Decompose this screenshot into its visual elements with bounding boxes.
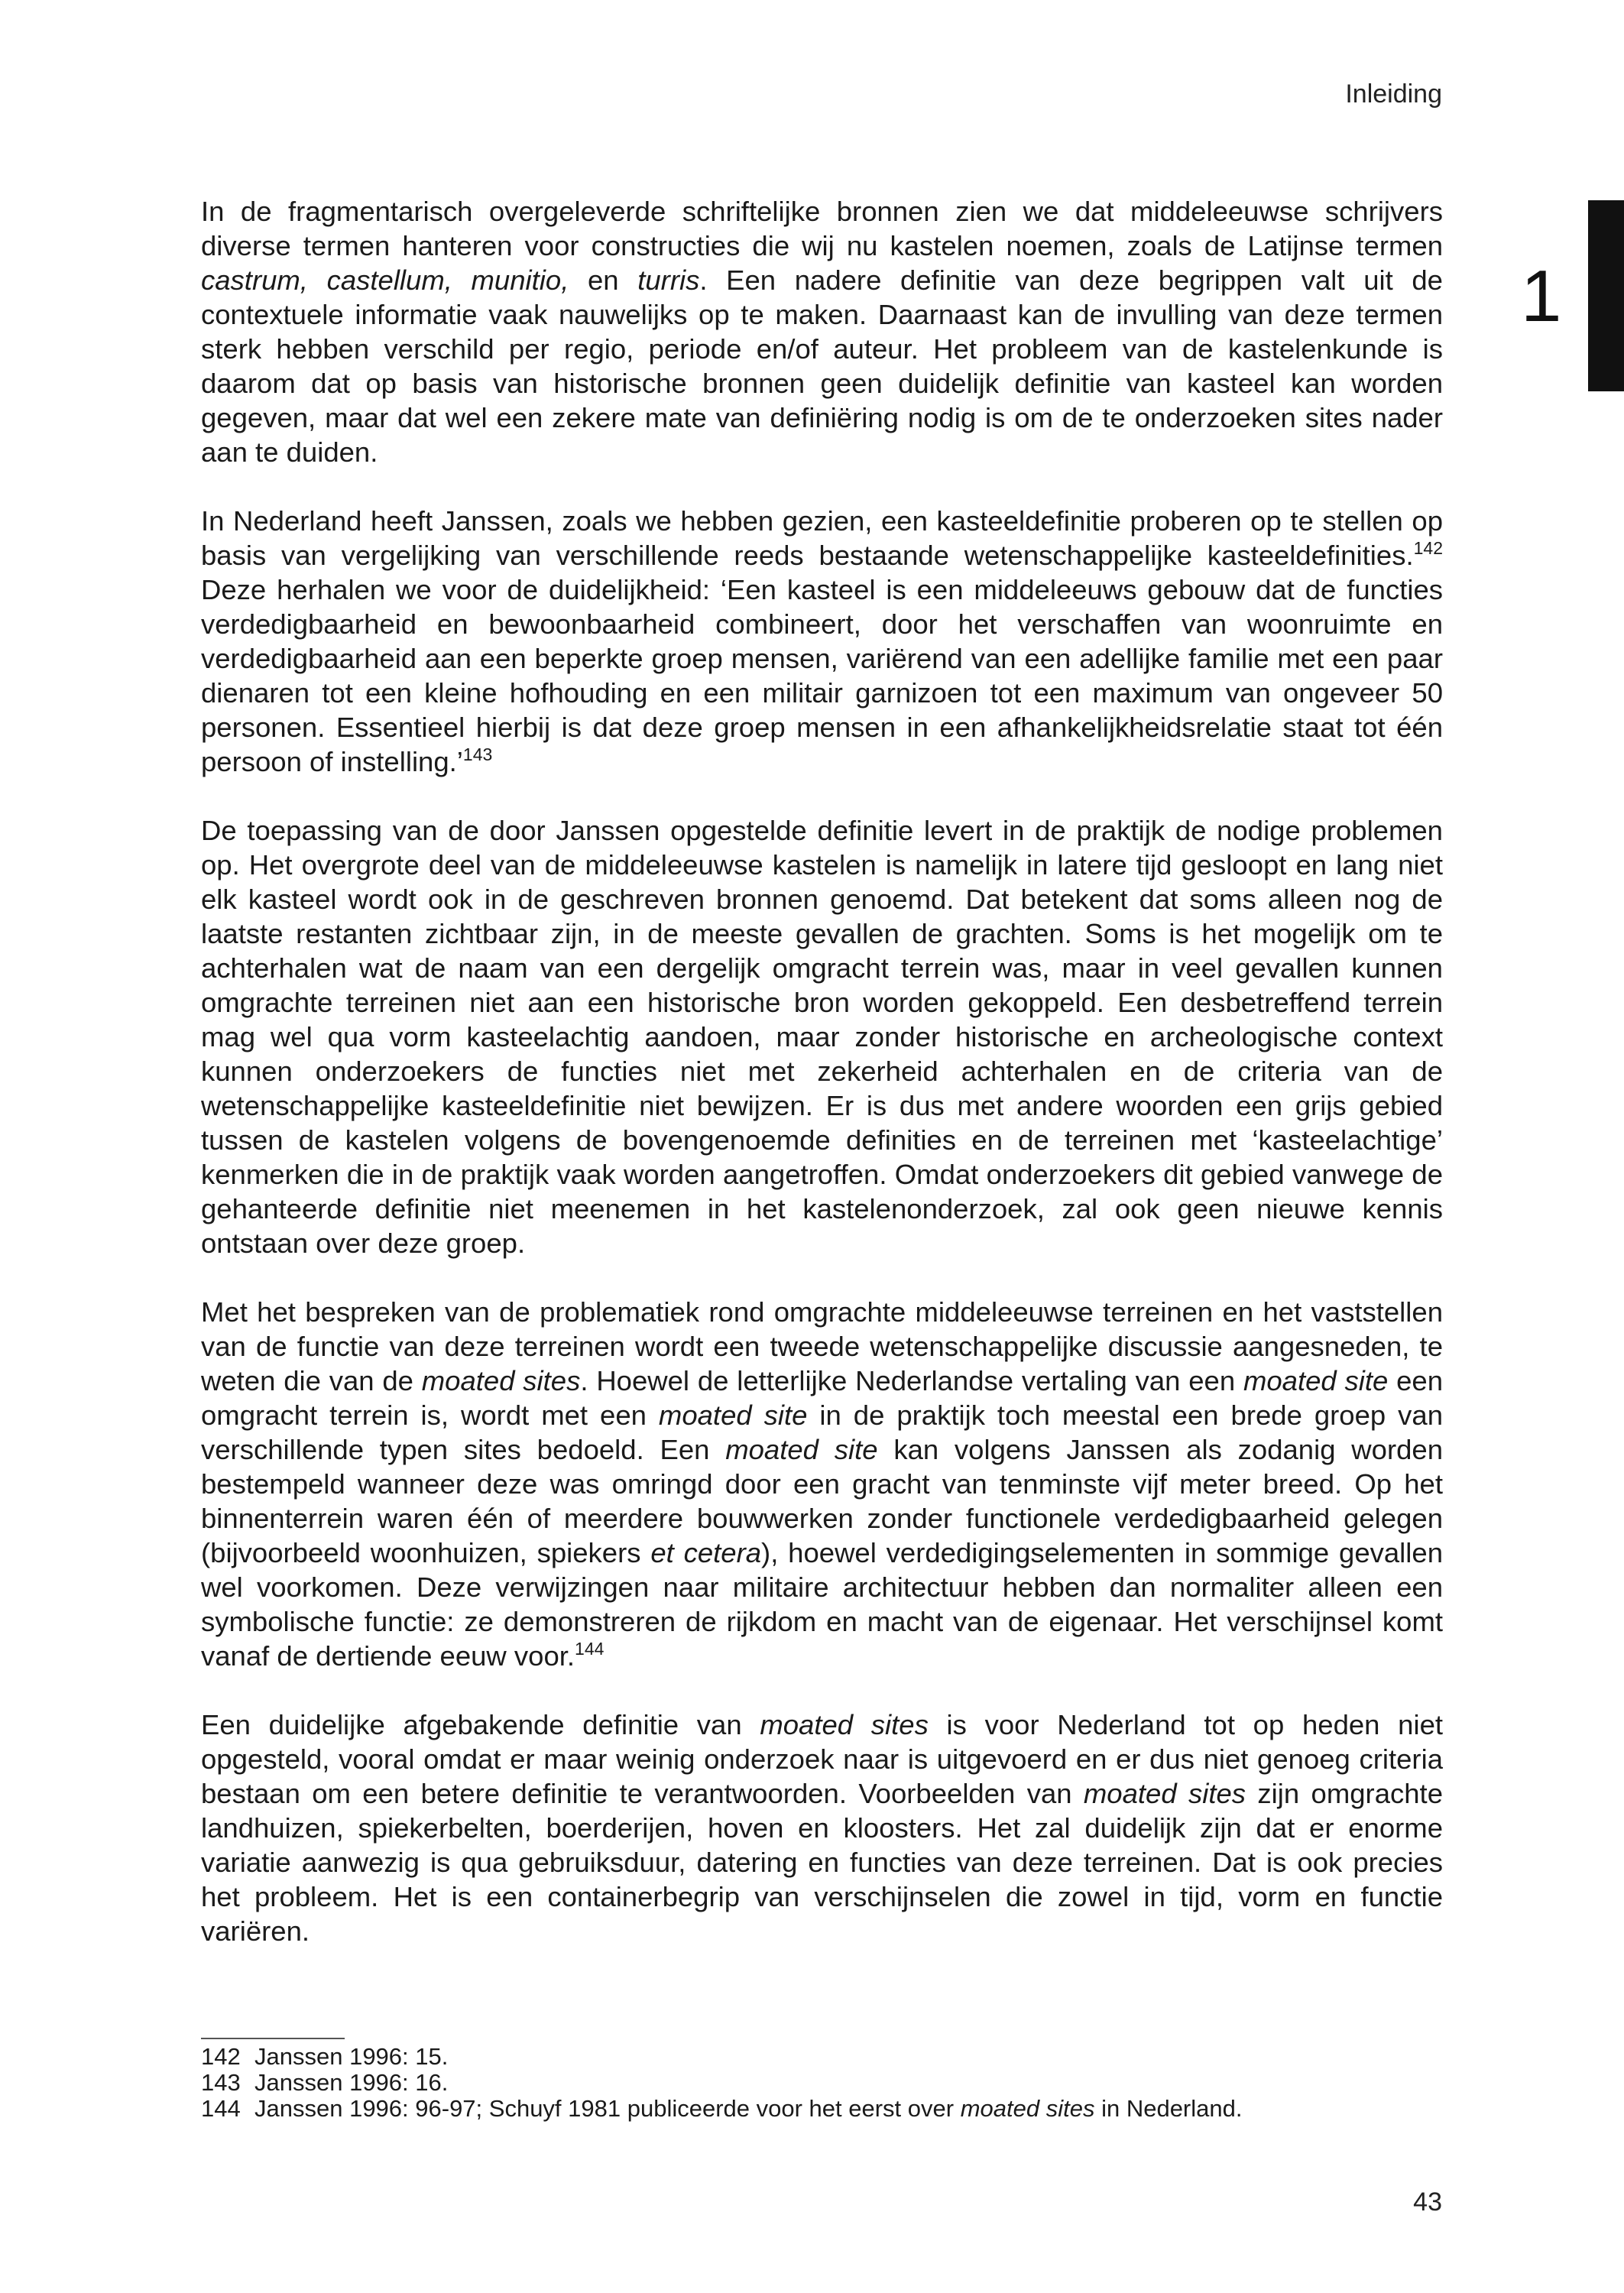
paragraph-3 bbox=[201, 813, 1443, 1260]
paragraph-text: is voor Nederland tot op heden niet opgesteld, vooral omdat er maar weinig onderzoek naar is uitgevoerd en er dus niet genoeg criteria bestaan om een betere definitie te verantwoorden. Voorbeelden van bbox=[201, 1709, 1444, 1809]
footnote-ref-143[interactable]: 143 bbox=[462, 744, 493, 764]
footnote-142 bbox=[201, 2044, 1443, 2070]
term-moated-sites: moated sites bbox=[1083, 1778, 1246, 1809]
running-head: Inleiding bbox=[1345, 79, 1442, 109]
paragraph-2 bbox=[201, 504, 1443, 779]
footnote-ref-144[interactable]: 144 bbox=[575, 1639, 605, 1659]
footnote-143 bbox=[201, 2070, 1443, 2096]
footnote-text-part: Janssen 1996: 96-97; Schuyf 1981 publiceerde voor het eerst over bbox=[254, 2095, 961, 2122]
page-number: 43 bbox=[1413, 2188, 1442, 2217]
paragraph-text: ), hoewel verdedigingselementen in sommige gevallen wel voorkomen. Deze verwijzingen naar militaire architectuur hebben dan normaliter alleen een symbolische functie: ze demonstreren de rijkdom en macht van de eigenaar. Het verschijnsel komt vanaf de dertiende eeuw voor. bbox=[201, 1537, 1443, 1672]
term-moated-site: moated site bbox=[658, 1399, 808, 1431]
body-text bbox=[201, 194, 1443, 1983]
footnote-text: Janssen 1996: 16. bbox=[254, 2069, 449, 2096]
footnote-divider bbox=[201, 2038, 345, 2039]
paragraph-text: en bbox=[569, 264, 638, 296]
paragraph-text: Deze herhalen we voor de duidelijkheid: ‘Een kasteel is een middeleeuws gebouw dat de functies verdedigbaarheid en bewoonbaarheid combineert, door het verschaffen van woonruimte en verdedigbaarheid aan een beperkte groep mensen, variërend van een adellijke familie met een paar dienaren tot een kleine hofhouding en een militair garnizoen tot een maximum van ongeveer 50 personen. Essentieel hierbij is dat deze groep mensen in een afhankelijkheidsrelatie staat tot één persoon of instelling.’ bbox=[201, 574, 1443, 777]
term-moated-sites: moated sites bbox=[421, 1365, 581, 1396]
footnote-number: 142 bbox=[201, 2043, 241, 2070]
footnote-number: 144 bbox=[201, 2095, 241, 2122]
footnote-text: Janssen 1996: 15. bbox=[254, 2043, 449, 2070]
paragraph-1 bbox=[201, 194, 1443, 469]
footnote-text-part: in Nederland. bbox=[1094, 2095, 1243, 2122]
term-et-cetera: et cetera bbox=[650, 1537, 762, 1568]
paragraph-text: in de praktijk toch meestal een brede groep van verschillende typen sites bedoeld. Een bbox=[201, 1399, 1444, 1465]
term-moated-sites: moated sites bbox=[760, 1709, 929, 1740]
paragraph-4 bbox=[201, 1295, 1443, 1673]
chapter-tab-marker bbox=[1588, 200, 1624, 391]
footnotes bbox=[201, 2044, 1443, 2122]
paragraph-text: In Nederland heeft Janssen, zoals we hebben gezien, een kasteeldefinitie proberen op te stellen op basis van vergelijking van verschillende reeds bestaande wetenschappelijke kasteeldefinities. bbox=[201, 505, 1443, 571]
paragraph-text: Een duidelijke afgebakende definitie van bbox=[201, 1709, 760, 1740]
paragraph-text: Met het bespreken van de problematiek rond omgrachte middeleeuwse terreinen en het vaststellen van de functie van deze terreinen wordt een tweede wetenschappelijke discussie aangesneden, te weten die van de bbox=[201, 1296, 1443, 1396]
footnote-number: 143 bbox=[201, 2069, 241, 2096]
paragraph-text: . Hoewel de letterlijke Nederlandse vertaling van een bbox=[580, 1365, 1243, 1396]
chapter-number: 1 bbox=[1521, 255, 1562, 337]
paragraph-text: zijn omgrachte landhuizen, spiekerbelten, boerderijen, hoven en kloosters. Het zal duidelijk zijn dat er enorme variatie aanwezig is qua gebruiksduur, datering en functies van deze terreinen. Dat is ook precies het probleem. Het is een containerbegrip van verschijnselen die zowel in tijd, vorm en functie variëren. bbox=[201, 1778, 1443, 1947]
paragraph-text: een omgracht terrein is, wordt met een bbox=[201, 1365, 1444, 1431]
footnote-text bbox=[254, 2096, 1443, 2122]
paragraph-text: In de fragmentarisch overgeleverde schriftelijke bronnen zien we dat middeleeuwse schrijvers diverse termen hanteren voor constructies die wij nu kastelen noemen, zoals de Latijnse termen bbox=[201, 196, 1443, 261]
footnote-ref-142[interactable]: 142 bbox=[1413, 538, 1443, 558]
paragraph-text: . Een nadere definitie van deze begrippen valt uit de contextuele informatie vaak nauwelijks op te maken. Daarnaast kan de invulling van deze termen sterk hebben verschild per regio, periode en/of auteur. Het probleem van de kastelenkunde is daarom dat op basis van historische bronnen geen duidelijk definitie van kasteel kan worden gegeven, maar dat wel een zekere mate van definiëring nodig is om de te onderzoeken sites nader aan te duiden. bbox=[201, 264, 1443, 468]
paragraph-text: kan volgens Janssen als zodanig worden bestempeld wanneer deze was omringd door een gracht van tenminste vijf meter breed. Op het binnenterrein waren één of meerdere bouwwerken zonder functionele verdedigbaarheid gelegen (bijvoorbeeld woonhuizen, spiekers bbox=[201, 1434, 1443, 1568]
paragraph-text: De toepassing van de door Janssen opgestelde definitie levert in de praktijk de nodige problemen op. Het overgrote deel van de middeleeuwse kastelen is namelijk in latere tijd gesloopt en lang niet elk kasteel wordt ook in de geschreven bronnen genoemd. Dat betekent dat soms alleen nog de laatste restanten zichtbaar zijn, in de meeste gevallen de grachten. Soms is het mogelijk om te achterhalen wat de naam van een dergelijk omgracht terrein was, maar in veel gevallen kunnen omgrachte terreinen niet aan een historische bron worden gekoppeld. Een desbetreffend terrein mag wel qua vorm kasteelachtig aandoen, maar zonder historische en archeologische context kunnen onderzoekers de functies niet met zekerheid achterhalen en de criteria van de wetenschappelijke kasteeldefinitie niet bewijzen. Er is dus met andere woorden een grijs gebied tussen de kastelen volgens de bovengenoemde definities en de terreinen met ‘kasteelachtige’ kenmerken die in de praktijk vaak worden aangetroffen. Omdat onderzoekers dit gebied vanwege de gehanteerde definitie niet meenemen in het kastelenonderzoek, zal ook geen nieuwe kennis ontstaan over deze groep. bbox=[201, 815, 1443, 1259]
term-moated-site: moated site bbox=[725, 1434, 878, 1465]
latin-terms: castrum, castellum, munitio, bbox=[201, 264, 569, 296]
latin-term-turris: turris bbox=[637, 264, 700, 296]
footnote-144 bbox=[201, 2096, 1443, 2122]
term-moated-site: moated site bbox=[1243, 1365, 1389, 1396]
paragraph-5 bbox=[201, 1708, 1443, 1948]
term-moated-sites: moated sites bbox=[960, 2095, 1095, 2122]
